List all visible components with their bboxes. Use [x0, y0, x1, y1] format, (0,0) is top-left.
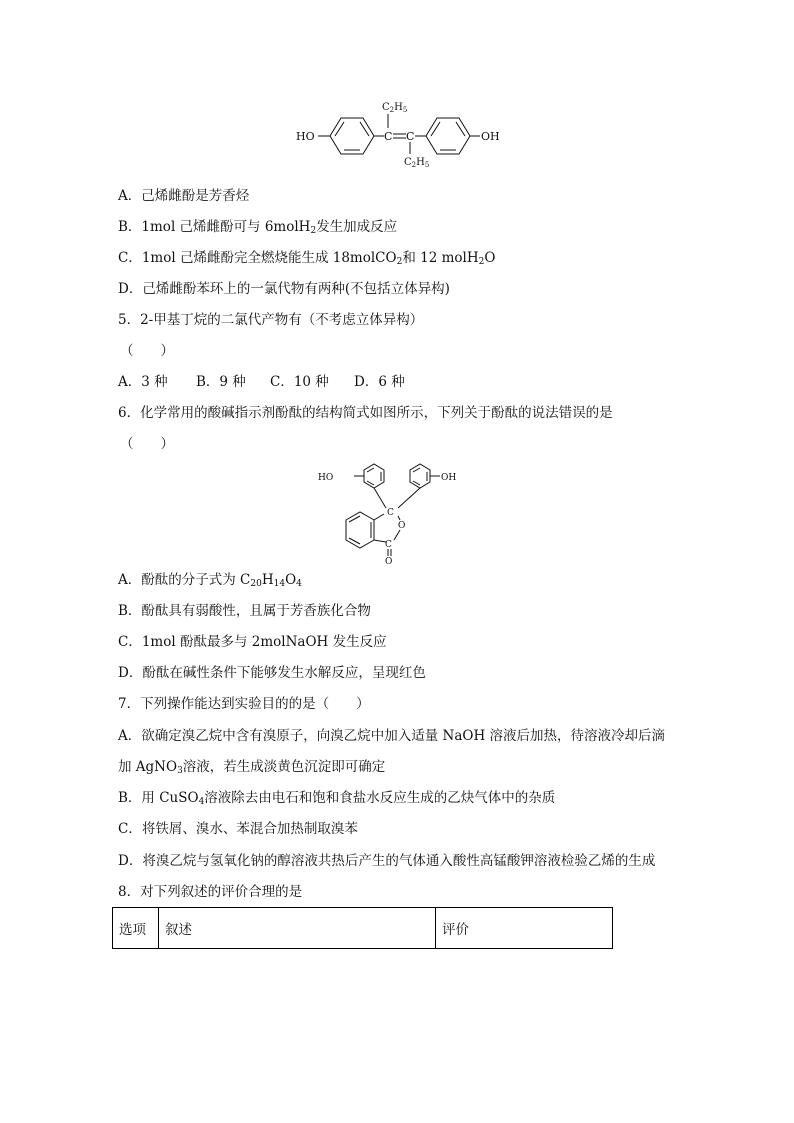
q4-option-c-mid: 和 12 molH: [402, 250, 479, 266]
phenol-left-ho-label: HO: [318, 473, 334, 483]
q5-option-a: A．3 种: [118, 374, 168, 390]
right-carbon-label: C: [406, 130, 415, 143]
left-ho-label: HO: [296, 130, 315, 143]
q4-option-c-sub: 2: [396, 257, 403, 267]
q7-option-a-line2-sub: 3: [177, 766, 183, 776]
right-oh-label: OH: [481, 130, 500, 143]
q6-option-c: C．1mol 酚酞最多与 2molNaOH 发生反应: [118, 634, 387, 650]
q4-option-c-sub2: 2: [478, 257, 485, 267]
q7-stem: 7．下列操作能达到实验目的的是（ ）: [118, 696, 370, 712]
q7-option-b: [118, 789, 555, 807]
table-header-statement: 叙述: [159, 908, 436, 949]
q4-option-b-text: B．1mol 己烯雌酚可与 6molH: [118, 219, 311, 235]
table-header-evaluation: 评价: [436, 908, 613, 949]
top-ethyl-label: $C_2H_5$: [382, 102, 408, 114]
ring-oxygen-label: O: [398, 521, 406, 531]
q5-option-b: B．9 种: [196, 374, 246, 390]
q6-option-a-sub1: 20: [250, 579, 262, 589]
q8-table: [112, 907, 613, 949]
table-header-row: [113, 908, 613, 949]
benzo-ring: [346, 512, 374, 548]
q7-option-a-line2-post: 溶液，若生成淡黄色沉淀即可确定: [182, 759, 386, 775]
q5-stem: 5．2-甲基丁烷的二氯代产物有（不考虑立体异构）: [118, 312, 424, 328]
q7-option-a-line2: [118, 758, 385, 776]
q6-option-b: B．酚酞具有弱酸性，且属于芳香族化合物: [118, 603, 371, 619]
q5-bracket: （ ）: [120, 343, 174, 359]
q4-option-c-post: O: [484, 250, 496, 266]
left-phenol-ring: [364, 464, 384, 488]
q6-option-a-text: A．酚酞的分子式为 C: [118, 572, 251, 588]
q8-stem: 8．对下列叙述的评价合理的是: [118, 884, 303, 900]
q6-option-a-sub3: 4: [296, 579, 302, 589]
q7-option-b-text: B．用 CuSO: [118, 790, 199, 806]
q7-option-b-sub: 4: [198, 797, 205, 807]
q4-option-c: [118, 249, 495, 267]
q6-option-a: [118, 571, 302, 589]
q7-option-a-line2-text: 加 AgNO: [118, 759, 178, 775]
phenolphthalein-structure: [316, 458, 476, 566]
q7-option-b-post: 溶液除去由电石和饱和食盐水反应生成的乙炔气体中的杂质: [204, 790, 556, 806]
right-phenol-ring: [410, 464, 430, 488]
q6-option-a-mid2: O: [285, 572, 297, 588]
q4-option-b: [118, 218, 397, 236]
left-benzene-ring: [330, 118, 374, 154]
q6-option-d: D．酚酞在碱性条件下能够发生水解反应，呈现红色: [118, 665, 426, 681]
q6-option-a-mid1: H: [261, 572, 274, 588]
q7-option-c: C．将铁屑、溴水、苯混合加热制取溴苯: [118, 821, 358, 837]
q4-option-c-text: C．1mol 己烯雌酚完全燃烧能生成 18molCO: [118, 250, 397, 266]
q5-option-d: D．6 种: [354, 374, 405, 390]
q6-bracket: （ ）: [120, 436, 174, 452]
central-carbon-label: C: [387, 508, 394, 518]
left-carbon-label: C: [384, 130, 393, 143]
q4-option-b-post: 发生加成反应: [316, 219, 398, 235]
bottom-ethyl-label: $C_2H_5$: [404, 157, 430, 169]
q5-option-c: C．10 种: [270, 374, 329, 390]
phenol-right-oh-label: OH: [441, 473, 457, 483]
carbonyl-oxygen-label: O: [385, 557, 393, 566]
q7-option-d: D．将溴乙烷与氢氧化钠的醇溶液共热后产生的气体通入酸性高锰酸钾溶液检验乙烯的生成: [118, 853, 656, 869]
q7-option-a-line1: A．欲确定溴乙烷中含有溴原子，向溴乙烷中加入适量 NaOH 溶液后加热，待溶液冷却后滴: [118, 728, 666, 744]
carbonyl-carbon-label: C: [385, 540, 392, 550]
q4-option-b-sub: 2: [310, 226, 317, 236]
q4-option-a: A．己烯雌酚是芳香烃: [118, 188, 250, 204]
table-header-option: 选项: [113, 908, 159, 949]
q4-option-d: D．己烯雌酚苯环上的一氯代物有两种(不包括立体异构): [118, 281, 450, 297]
right-benzene-ring: [426, 118, 470, 154]
diethylstilbestrol-structure: [290, 98, 510, 170]
q6-stem: 6．化学常用的酸碱指示剂酚酞的结构简式如图所示，下列关于酚酞的说法错误的是: [118, 405, 613, 421]
q6-option-a-sub2: 14: [273, 579, 286, 589]
